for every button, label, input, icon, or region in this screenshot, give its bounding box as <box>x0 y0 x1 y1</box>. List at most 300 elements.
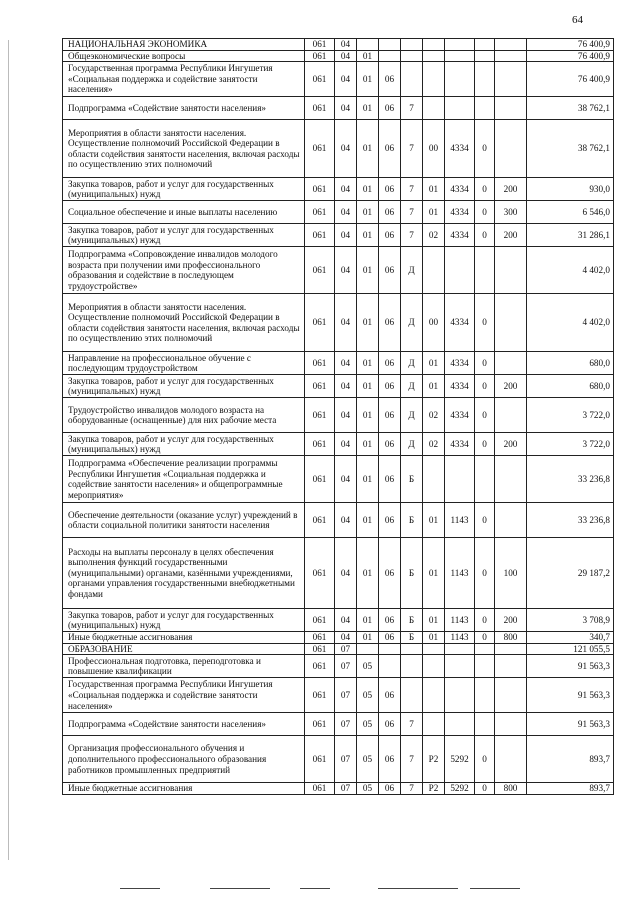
table-row <box>63 503 614 538</box>
code-cell-c9 <box>495 247 527 294</box>
code-cell-c5: 7 <box>401 736 423 783</box>
code-cell-c8: 0 <box>475 201 495 224</box>
code-cell-c9 <box>495 120 527 178</box>
code-cell-c5 <box>401 678 423 713</box>
table-row <box>63 456 614 503</box>
code-cell-c3: 01 <box>357 609 379 632</box>
code-cell-c2: 04 <box>335 375 357 398</box>
code-cell-c3 <box>357 39 379 51</box>
code-cell-c9 <box>495 50 527 62</box>
code-cell-c1: 061 <box>305 538 335 609</box>
amount-cell: 33 236,8 <box>527 456 614 503</box>
code-cell-c4: 06 <box>379 503 401 538</box>
code-cell-c8 <box>475 713 495 736</box>
code-cell-c9: 200 <box>495 224 527 247</box>
scan-artifact-line <box>300 888 330 889</box>
row-name-cell: ОБРАЗОВАНИЕ <box>63 643 305 655</box>
code-cell-c4: 06 <box>379 538 401 609</box>
code-cell-c2: 04 <box>335 50 357 62</box>
code-cell-c9 <box>495 655 527 678</box>
code-cell-c1: 061 <box>305 50 335 62</box>
code-cell-c8 <box>475 97 495 120</box>
table-row <box>63 294 614 352</box>
code-cell-c3: 01 <box>357 97 379 120</box>
code-cell-c8: 0 <box>475 433 495 456</box>
code-cell-c4: 06 <box>379 352 401 375</box>
code-cell-c6 <box>423 247 445 294</box>
code-cell-c1: 061 <box>305 224 335 247</box>
code-cell-c6: Р2 <box>423 736 445 783</box>
code-cell-c7 <box>445 655 475 678</box>
amount-cell: 680,0 <box>527 352 614 375</box>
code-cell-c7: 4334 <box>445 398 475 433</box>
code-cell-c7: 1143 <box>445 538 475 609</box>
code-cell-c1: 061 <box>305 375 335 398</box>
code-cell-c5: Д <box>401 375 423 398</box>
code-cell-c9 <box>495 643 527 655</box>
code-cell-c6: 01 <box>423 201 445 224</box>
code-cell-c2: 07 <box>335 783 357 795</box>
code-cell-c1: 061 <box>305 643 335 655</box>
table-row <box>63 247 614 294</box>
row-name-cell: Закупка товаров, работ и услуг для государственных (муниципальных) нужд <box>63 224 305 247</box>
code-cell-c5: Б <box>401 609 423 632</box>
code-cell-c1: 061 <box>305 783 335 795</box>
code-cell-c1: 061 <box>305 352 335 375</box>
code-cell-c5: Д <box>401 294 423 352</box>
code-cell-c8 <box>475 50 495 62</box>
code-cell-c8: 0 <box>475 375 495 398</box>
code-cell-c5 <box>401 655 423 678</box>
code-cell-c6 <box>423 655 445 678</box>
code-cell-c7: 1143 <box>445 632 475 644</box>
code-cell-c1: 061 <box>305 655 335 678</box>
code-cell-c5: Д <box>401 433 423 456</box>
code-cell-c5: 7 <box>401 201 423 224</box>
code-cell-c3: 01 <box>357 294 379 352</box>
table-row <box>63 783 614 795</box>
code-cell-c9: 800 <box>495 783 527 795</box>
code-cell-c3: 01 <box>357 538 379 609</box>
code-cell-c9 <box>495 294 527 352</box>
code-cell-c3: 05 <box>357 678 379 713</box>
row-name-cell: Направление на профессиональное обучение с последующим трудоустройством <box>63 352 305 375</box>
row-name-cell: Расходы на выплаты персоналу в целях обеспечения выполнения функций государственными (муниципальными) органами, казёнными учреждениями, органами управления государственными внебюджетными фондами <box>63 538 305 609</box>
amount-cell: 91 563,3 <box>527 678 614 713</box>
code-cell-c9: 200 <box>495 178 527 201</box>
code-cell-c2: 04 <box>335 609 357 632</box>
code-cell-c8: 0 <box>475 224 495 247</box>
code-cell-c6: 01 <box>423 632 445 644</box>
code-cell-c7: 4334 <box>445 178 475 201</box>
code-cell-c7 <box>445 247 475 294</box>
row-name-cell: Мероприятия в области занятости населения. Осуществление полномочий Российской Федерации в области содействия занятости населения, включая расходы по осуществлению этих полномочий <box>63 294 305 352</box>
code-cell-c2: 04 <box>335 632 357 644</box>
row-name-cell: Общеэкономические вопросы <box>63 50 305 62</box>
code-cell-c8: 0 <box>475 736 495 783</box>
table-row <box>63 224 614 247</box>
amount-cell: 33 236,8 <box>527 503 614 538</box>
amount-cell: 76 400,9 <box>527 50 614 62</box>
code-cell-c4 <box>379 655 401 678</box>
code-cell-c2: 07 <box>335 655 357 678</box>
code-cell-c5: 7 <box>401 783 423 795</box>
row-name-cell: Трудоустройство инвалидов молодого возраста на оборудованные (оснащенные) для них рабочие места <box>63 398 305 433</box>
code-cell-c9 <box>495 97 527 120</box>
code-cell-c5: 7 <box>401 224 423 247</box>
code-cell-c7: 4334 <box>445 352 475 375</box>
row-name-cell: Мероприятия в области занятости населения. Осуществление полномочий Российской Федерации в области содействия занятости населения, включая расходы по осуществлению этих полномочий <box>63 120 305 178</box>
code-cell-c7: 1143 <box>445 503 475 538</box>
code-cell-c2: 04 <box>335 294 357 352</box>
code-cell-c3: 05 <box>357 736 379 783</box>
code-cell-c5: Б <box>401 632 423 644</box>
code-cell-c3: 01 <box>357 224 379 247</box>
code-cell-c2: 04 <box>335 97 357 120</box>
table-row <box>63 178 614 201</box>
code-cell-c1: 061 <box>305 609 335 632</box>
code-cell-c9: 200 <box>495 375 527 398</box>
amount-cell: 38 762,1 <box>527 120 614 178</box>
code-cell-c6: 01 <box>423 503 445 538</box>
code-cell-c1: 061 <box>305 39 335 51</box>
code-cell-c7 <box>445 456 475 503</box>
code-cell-c6: 01 <box>423 375 445 398</box>
code-cell-c4: 06 <box>379 62 401 97</box>
code-cell-c2: 07 <box>335 643 357 655</box>
table-row <box>63 609 614 632</box>
table-row <box>63 538 614 609</box>
code-cell-c1: 061 <box>305 178 335 201</box>
code-cell-c6: 00 <box>423 120 445 178</box>
code-cell-c3: 01 <box>357 120 379 178</box>
code-cell-c7 <box>445 643 475 655</box>
code-cell-c3: 01 <box>357 201 379 224</box>
code-cell-c4: 06 <box>379 609 401 632</box>
code-cell-c6 <box>423 62 445 97</box>
row-name-cell: Государственная программа Республики Ингушетия «Социальная поддержка и содействие занятости населения» <box>63 678 305 713</box>
table-row <box>63 736 614 783</box>
code-cell-c2: 04 <box>335 120 357 178</box>
code-cell-c2: 04 <box>335 503 357 538</box>
amount-cell: 91 563,3 <box>527 655 614 678</box>
code-cell-c6 <box>423 678 445 713</box>
table-row <box>63 678 614 713</box>
code-cell-c1: 061 <box>305 713 335 736</box>
code-cell-c3: 01 <box>357 398 379 433</box>
code-cell-c4: 06 <box>379 120 401 178</box>
code-cell-c5: Б <box>401 503 423 538</box>
code-cell-c5 <box>401 62 423 97</box>
code-cell-c4 <box>379 50 401 62</box>
code-cell-c9: 100 <box>495 538 527 609</box>
code-cell-c7: 4334 <box>445 224 475 247</box>
code-cell-c3: 05 <box>357 713 379 736</box>
code-cell-c3: 05 <box>357 783 379 795</box>
amount-cell: 680,0 <box>527 375 614 398</box>
page-number: 64 <box>572 14 583 26</box>
code-cell-c8: 0 <box>475 294 495 352</box>
row-name-cell: НАЦИОНАЛЬНАЯ ЭКОНОМИКА <box>63 39 305 51</box>
code-cell-c4: 06 <box>379 247 401 294</box>
code-cell-c9 <box>495 456 527 503</box>
code-cell-c2: 04 <box>335 62 357 97</box>
row-name-cell: Подпрограмма «Обеспечение реализации программы Республики Ингушетия «Социальная поддержка и содействие занятости населения» и общепрограммные мероприятия» <box>63 456 305 503</box>
code-cell-c1: 061 <box>305 97 335 120</box>
code-cell-c8 <box>475 39 495 51</box>
code-cell-c3: 01 <box>357 352 379 375</box>
code-cell-c6: 01 <box>423 352 445 375</box>
code-cell-c7 <box>445 62 475 97</box>
code-cell-c4: 06 <box>379 178 401 201</box>
code-cell-c5: Д <box>401 247 423 294</box>
code-cell-c9 <box>495 736 527 783</box>
budget-table-body <box>63 39 614 795</box>
code-cell-c8 <box>475 643 495 655</box>
code-cell-c2: 04 <box>335 178 357 201</box>
code-cell-c4: 06 <box>379 713 401 736</box>
code-cell-c7 <box>445 97 475 120</box>
code-cell-c3: 01 <box>357 503 379 538</box>
code-cell-c8: 0 <box>475 352 495 375</box>
code-cell-c6: Р2 <box>423 783 445 795</box>
row-name-cell: Подпрограмма «Содействие занятости населения» <box>63 713 305 736</box>
code-cell-c2: 07 <box>335 736 357 783</box>
row-name-cell: Иные бюджетные ассигнования <box>63 632 305 644</box>
code-cell-c8 <box>475 456 495 503</box>
code-cell-c8: 0 <box>475 120 495 178</box>
code-cell-c7: 4334 <box>445 433 475 456</box>
code-cell-c1: 061 <box>305 736 335 783</box>
code-cell-c4 <box>379 39 401 51</box>
code-cell-c1: 061 <box>305 456 335 503</box>
code-cell-c8: 0 <box>475 632 495 644</box>
amount-cell: 930,0 <box>527 178 614 201</box>
code-cell-c9: 800 <box>495 632 527 644</box>
amount-cell: 76 400,9 <box>527 62 614 97</box>
table-row <box>63 398 614 433</box>
code-cell-c9: 200 <box>495 609 527 632</box>
code-cell-c4: 06 <box>379 224 401 247</box>
scan-artifact-line <box>470 888 520 889</box>
code-cell-c9 <box>495 678 527 713</box>
row-name-cell: Закупка товаров, работ и услуг для государственных (муниципальных) нужд <box>63 609 305 632</box>
code-cell-c1: 061 <box>305 678 335 713</box>
code-cell-c1: 061 <box>305 398 335 433</box>
code-cell-c2: 04 <box>335 398 357 433</box>
table-row <box>63 632 614 644</box>
table-row <box>63 433 614 456</box>
row-name-cell: Профессиональная подготовка, переподготовка и повышение квалификации <box>63 655 305 678</box>
amount-cell: 893,7 <box>527 736 614 783</box>
table-row <box>63 643 614 655</box>
code-cell-c6: 01 <box>423 538 445 609</box>
table-row <box>63 655 614 678</box>
code-cell-c2: 04 <box>335 224 357 247</box>
code-cell-c4: 06 <box>379 456 401 503</box>
code-cell-c1: 061 <box>305 120 335 178</box>
code-cell-c8 <box>475 247 495 294</box>
code-cell-c8 <box>475 655 495 678</box>
amount-cell: 91 563,3 <box>527 713 614 736</box>
code-cell-c8: 0 <box>475 178 495 201</box>
row-name-cell: Обеспечение деятельности (оказание услуг) учреждений в области социальной политики занятости населения <box>63 503 305 538</box>
code-cell-c3: 01 <box>357 247 379 294</box>
code-cell-c3: 05 <box>357 655 379 678</box>
table-row <box>63 375 614 398</box>
code-cell-c7: 4334 <box>445 375 475 398</box>
code-cell-c7: 4334 <box>445 294 475 352</box>
code-cell-c9 <box>495 398 527 433</box>
code-cell-c4: 06 <box>379 632 401 644</box>
code-cell-c4: 06 <box>379 201 401 224</box>
table-row <box>63 201 614 224</box>
code-cell-c1: 061 <box>305 294 335 352</box>
code-cell-c1: 061 <box>305 433 335 456</box>
amount-cell: 6 546,0 <box>527 201 614 224</box>
code-cell-c2: 04 <box>335 201 357 224</box>
amount-cell: 76 400,9 <box>527 39 614 51</box>
code-cell-c6 <box>423 713 445 736</box>
code-cell-c7 <box>445 39 475 51</box>
code-cell-c9 <box>495 352 527 375</box>
row-name-cell: Подпрограмма «Сопровождение инвалидов молодого возраста при получении ими профессионального образования и содействие в последующем трудоустройстве» <box>63 247 305 294</box>
code-cell-c6: 02 <box>423 224 445 247</box>
scan-artifact-line <box>210 888 270 889</box>
amount-cell: 29 187,2 <box>527 538 614 609</box>
code-cell-c6: 02 <box>423 433 445 456</box>
row-name-cell: Закупка товаров, работ и услуг для государственных (муниципальных) нужд <box>63 433 305 456</box>
code-cell-c7: 4334 <box>445 120 475 178</box>
code-cell-c4: 06 <box>379 783 401 795</box>
amount-cell: 3 722,0 <box>527 433 614 456</box>
code-cell-c5: Б <box>401 538 423 609</box>
code-cell-c7: 5292 <box>445 736 475 783</box>
code-cell-c4: 06 <box>379 678 401 713</box>
code-cell-c3: 01 <box>357 62 379 97</box>
code-cell-c9: 200 <box>495 433 527 456</box>
code-cell-c2: 04 <box>335 247 357 294</box>
code-cell-c7: 5292 <box>445 783 475 795</box>
code-cell-c7 <box>445 713 475 736</box>
code-cell-c3: 01 <box>357 433 379 456</box>
table-row <box>63 713 614 736</box>
code-cell-c3: 01 <box>357 456 379 503</box>
code-cell-c5: 7 <box>401 713 423 736</box>
code-cell-c6 <box>423 50 445 62</box>
row-name-cell: Подпрограмма «Содействие занятости населения» <box>63 97 305 120</box>
code-cell-c1: 061 <box>305 201 335 224</box>
budget-table <box>62 38 614 795</box>
code-cell-c3: 01 <box>357 375 379 398</box>
code-cell-c1: 061 <box>305 247 335 294</box>
code-cell-c5: 7 <box>401 178 423 201</box>
code-cell-c8: 0 <box>475 538 495 609</box>
code-cell-c2: 07 <box>335 678 357 713</box>
code-cell-c9: 300 <box>495 201 527 224</box>
code-cell-c4: 06 <box>379 398 401 433</box>
code-cell-c9 <box>495 713 527 736</box>
amount-cell: 3 722,0 <box>527 398 614 433</box>
code-cell-c1: 061 <box>305 62 335 97</box>
code-cell-c6 <box>423 39 445 51</box>
code-cell-c7 <box>445 678 475 713</box>
code-cell-c9 <box>495 503 527 538</box>
table-row <box>63 352 614 375</box>
code-cell-c5: Б <box>401 456 423 503</box>
amount-cell: 893,7 <box>527 783 614 795</box>
amount-cell: 340,7 <box>527 632 614 644</box>
code-cell-c2: 07 <box>335 713 357 736</box>
code-cell-c4: 06 <box>379 433 401 456</box>
code-cell-c9 <box>495 62 527 97</box>
code-cell-c4: 06 <box>379 736 401 783</box>
scan-artifact-line <box>378 888 458 889</box>
code-cell-c7: 4334 <box>445 201 475 224</box>
row-name-cell: Иные бюджетные ассигнования <box>63 783 305 795</box>
amount-cell: 31 286,1 <box>527 224 614 247</box>
code-cell-c5 <box>401 643 423 655</box>
code-cell-c7: 1143 <box>445 609 475 632</box>
code-cell-c8: 0 <box>475 783 495 795</box>
row-name-cell: Государственная программа Республики Ингушетия «Социальная поддержка и содействие занятости населения» <box>63 62 305 97</box>
code-cell-c4: 06 <box>379 375 401 398</box>
code-cell-c6: 01 <box>423 609 445 632</box>
code-cell-c5 <box>401 50 423 62</box>
amount-cell: 4 402,0 <box>527 294 614 352</box>
code-cell-c5 <box>401 39 423 51</box>
amount-cell: 121 055,5 <box>527 643 614 655</box>
table-row <box>63 120 614 178</box>
scan-artifact-line <box>120 888 160 889</box>
code-cell-c6 <box>423 643 445 655</box>
row-name-cell: Закупка товаров, работ и услуг для государственных (муниципальных) нужд <box>63 178 305 201</box>
code-cell-c3 <box>357 643 379 655</box>
code-cell-c6: 01 <box>423 178 445 201</box>
code-cell-c3: 01 <box>357 178 379 201</box>
code-cell-c9 <box>495 39 527 51</box>
amount-cell: 38 762,1 <box>527 97 614 120</box>
code-cell-c8: 0 <box>475 503 495 538</box>
page-left-edge-line <box>8 40 9 860</box>
code-cell-c8: 0 <box>475 398 495 433</box>
table-row <box>63 62 614 97</box>
code-cell-c4: 06 <box>379 294 401 352</box>
code-cell-c2: 04 <box>335 433 357 456</box>
code-cell-c4 <box>379 643 401 655</box>
table-row <box>63 97 614 120</box>
amount-cell: 4 402,0 <box>527 247 614 294</box>
code-cell-c2: 04 <box>335 39 357 51</box>
code-cell-c2: 04 <box>335 456 357 503</box>
code-cell-c5: 7 <box>401 97 423 120</box>
code-cell-c4: 06 <box>379 97 401 120</box>
code-cell-c7 <box>445 50 475 62</box>
code-cell-c6: 00 <box>423 294 445 352</box>
code-cell-c5: 7 <box>401 120 423 178</box>
code-cell-c6 <box>423 97 445 120</box>
code-cell-c8: 0 <box>475 609 495 632</box>
row-name-cell: Организация профессионального обучения и дополнительного профессионального образования работников промышленных предприятий <box>63 736 305 783</box>
code-cell-c5: Д <box>401 398 423 433</box>
code-cell-c8 <box>475 678 495 713</box>
table-row <box>63 39 614 51</box>
code-cell-c8 <box>475 62 495 97</box>
table-row <box>63 50 614 62</box>
code-cell-c6 <box>423 456 445 503</box>
code-cell-c6: 02 <box>423 398 445 433</box>
code-cell-c3: 01 <box>357 50 379 62</box>
